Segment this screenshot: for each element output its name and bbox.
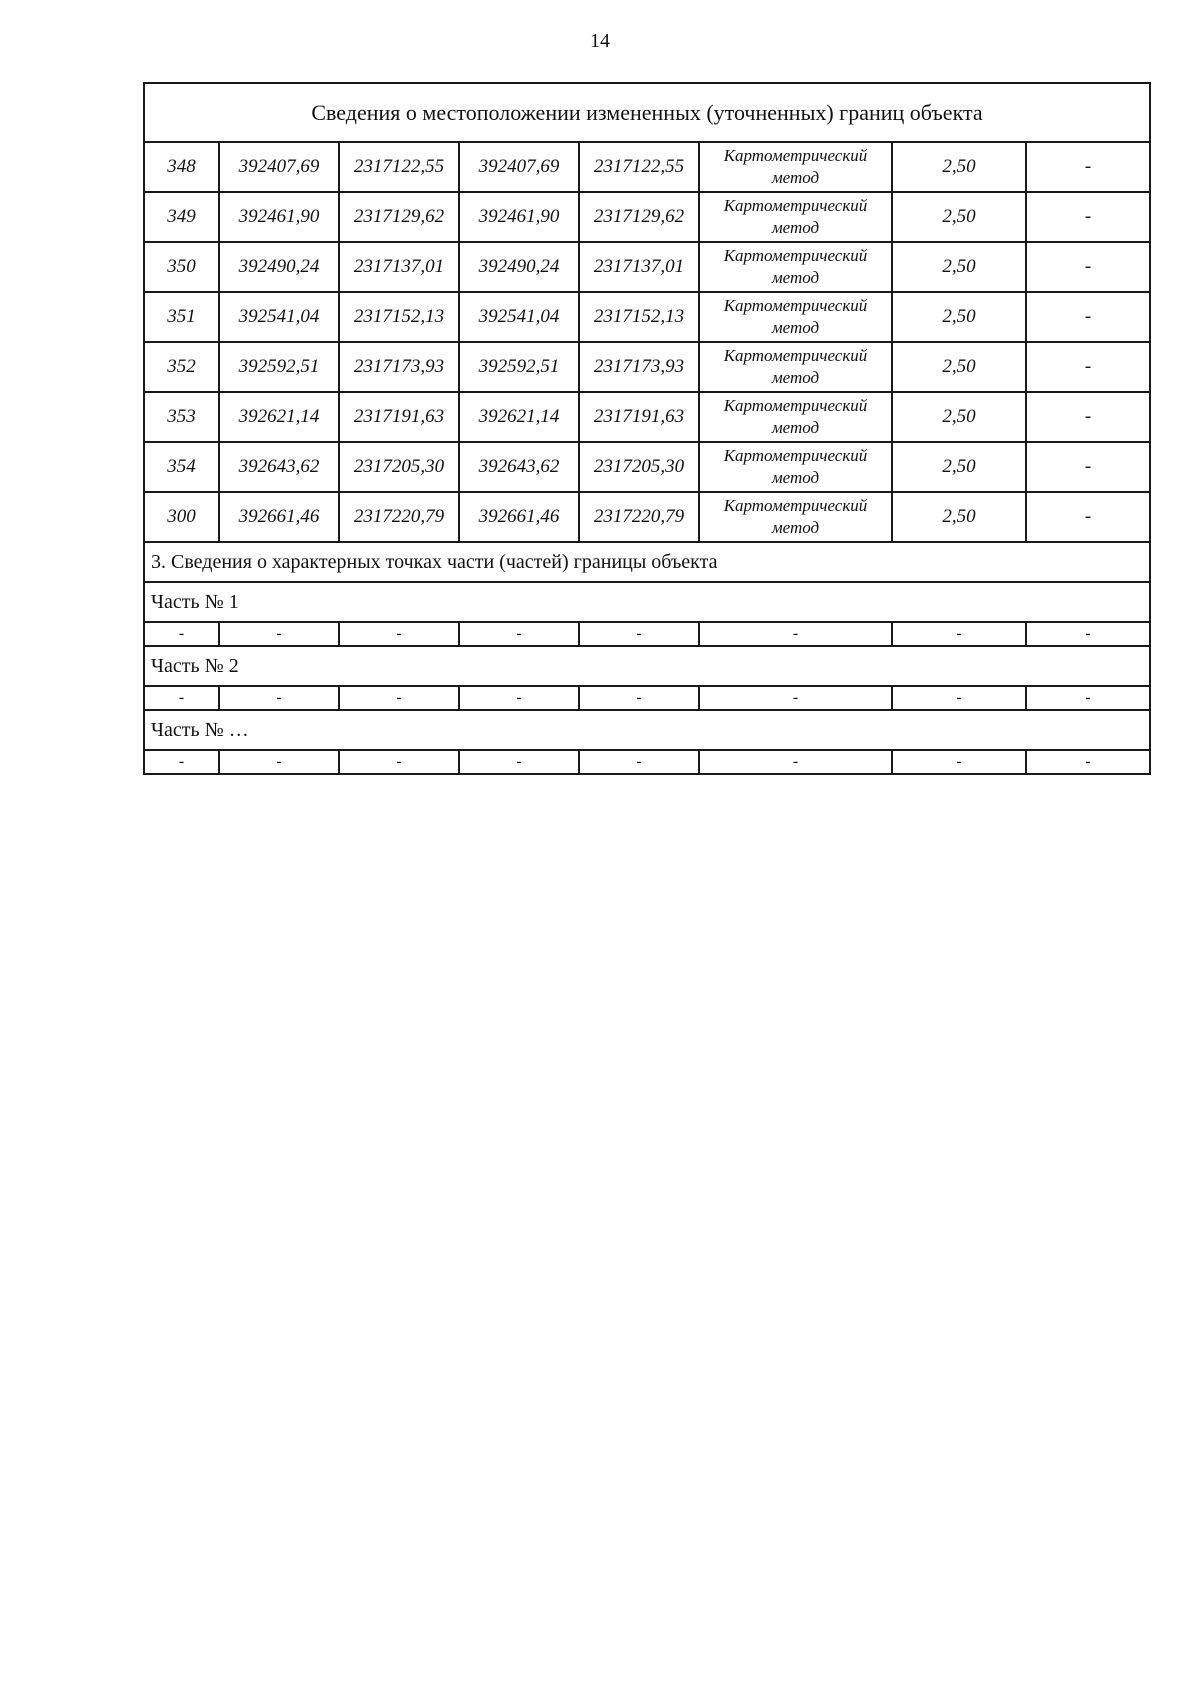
y-existing-cell: 2317137,01 xyxy=(339,242,459,292)
table-row xyxy=(144,142,1150,192)
method-label-suffix: метод xyxy=(771,368,820,387)
point-number-cell: 349 xyxy=(144,192,219,242)
table-row xyxy=(144,492,1150,542)
accuracy-cell: 2,50 xyxy=(892,292,1026,342)
empty-cell: - xyxy=(699,686,892,710)
y-new-cell: 2317122,55 xyxy=(579,142,699,192)
y-existing-cell: 2317122,55 xyxy=(339,142,459,192)
empty-cell: - xyxy=(339,750,459,774)
empty-cell: - xyxy=(144,622,219,646)
empty-cell: - xyxy=(144,686,219,710)
x-new-cell: 392621,14 xyxy=(459,392,579,442)
point-number-cell: 348 xyxy=(144,142,219,192)
point-number-cell: 352 xyxy=(144,342,219,392)
method-label-suffix: метод xyxy=(771,168,820,187)
note-cell: - xyxy=(1026,492,1150,542)
accuracy-cell: 2,50 xyxy=(892,142,1026,192)
point-number-cell: 350 xyxy=(144,242,219,292)
accuracy-cell: 2,50 xyxy=(892,242,1026,292)
empty-cell: - xyxy=(144,750,219,774)
x-existing-cell: 392592,51 xyxy=(219,342,339,392)
accuracy-cell: 2,50 xyxy=(892,342,1026,392)
table-row xyxy=(144,242,1150,292)
y-existing-cell: 2317129,62 xyxy=(339,192,459,242)
x-new-cell: 392592,51 xyxy=(459,342,579,392)
note-cell: - xyxy=(1026,292,1150,342)
empty-cell: - xyxy=(699,750,892,774)
x-existing-cell: 392461,90 xyxy=(219,192,339,242)
y-new-cell: 2317173,93 xyxy=(579,342,699,392)
method-cell xyxy=(699,192,892,242)
x-existing-cell: 392621,14 xyxy=(219,392,339,442)
empty-cell: - xyxy=(892,622,1026,646)
x-existing-cell: 392541,04 xyxy=(219,292,339,342)
y-new-cell: 2317220,79 xyxy=(579,492,699,542)
y-existing-cell: 2317152,13 xyxy=(339,292,459,342)
accuracy-cell: 2,50 xyxy=(892,192,1026,242)
method-label-suffix: метод xyxy=(771,218,820,237)
table-row xyxy=(144,392,1150,442)
point-number-cell: 353 xyxy=(144,392,219,442)
note-cell: - xyxy=(1026,342,1150,392)
accuracy-cell: 2,50 xyxy=(892,392,1026,442)
empty-cell: - xyxy=(219,686,339,710)
part-heading: Часть № 2 xyxy=(144,646,1150,686)
note-cell: - xyxy=(1026,142,1150,192)
method-label: Картометрический xyxy=(723,396,868,415)
note-cell: - xyxy=(1026,192,1150,242)
section-heading: 3. Сведения о характерных точках части (частей) границы объекта xyxy=(144,542,1150,582)
empty-cell: - xyxy=(219,750,339,774)
table-body xyxy=(144,83,1150,774)
method-cell xyxy=(699,342,892,392)
empty-cell: - xyxy=(892,686,1026,710)
y-new-cell: 2317129,62 xyxy=(579,192,699,242)
y-new-cell: 2317137,01 xyxy=(579,242,699,292)
empty-cell: - xyxy=(339,686,459,710)
boundary-coordinates-table xyxy=(143,82,1151,775)
x-existing-cell: 392407,69 xyxy=(219,142,339,192)
method-label: Картометрический xyxy=(723,446,868,465)
accuracy-cell: 2,50 xyxy=(892,492,1026,542)
point-number-cell: 300 xyxy=(144,492,219,542)
method-cell xyxy=(699,242,892,292)
method-label-suffix: метод xyxy=(771,318,820,337)
method-label-suffix: метод xyxy=(771,518,820,537)
method-label: Картометрический xyxy=(723,346,868,365)
empty-cell: - xyxy=(459,686,579,710)
table-row xyxy=(144,292,1150,342)
x-new-cell: 392490,24 xyxy=(459,242,579,292)
y-existing-cell: 2317220,79 xyxy=(339,492,459,542)
method-label-suffix: метод xyxy=(771,418,820,437)
y-new-cell: 2317191,63 xyxy=(579,392,699,442)
method-label: Картометрический xyxy=(723,296,868,315)
empty-cell: - xyxy=(579,622,699,646)
part-heading: Часть № … xyxy=(144,710,1150,750)
table-row xyxy=(144,442,1150,492)
empty-cell: - xyxy=(892,750,1026,774)
empty-cell: - xyxy=(579,750,699,774)
table-row xyxy=(144,192,1150,242)
method-label: Картометрический xyxy=(723,246,868,265)
point-number-cell: 351 xyxy=(144,292,219,342)
x-existing-cell: 392643,62 xyxy=(219,442,339,492)
empty-cell: - xyxy=(339,622,459,646)
empty-cell: - xyxy=(699,622,892,646)
table-row xyxy=(144,342,1150,392)
y-new-cell: 2317152,13 xyxy=(579,292,699,342)
empty-cell: - xyxy=(579,686,699,710)
note-cell: - xyxy=(1026,242,1150,292)
method-label-suffix: метод xyxy=(771,468,820,487)
y-new-cell: 2317205,30 xyxy=(579,442,699,492)
method-cell xyxy=(699,142,892,192)
method-cell xyxy=(699,492,892,542)
page-number: 14 xyxy=(590,30,610,52)
x-new-cell: 392541,04 xyxy=(459,292,579,342)
x-new-cell: 392461,90 xyxy=(459,192,579,242)
part-empty-row xyxy=(144,622,1150,646)
empty-cell: - xyxy=(459,750,579,774)
empty-cell: - xyxy=(1026,750,1150,774)
point-number-cell: 354 xyxy=(144,442,219,492)
y-existing-cell: 2317173,93 xyxy=(339,342,459,392)
empty-cell: - xyxy=(1026,686,1150,710)
part-empty-row xyxy=(144,750,1150,774)
x-new-cell: 392661,46 xyxy=(459,492,579,542)
x-new-cell: 392643,62 xyxy=(459,442,579,492)
method-label: Картометрический xyxy=(723,146,868,165)
x-new-cell: 392407,69 xyxy=(459,142,579,192)
x-existing-cell: 392661,46 xyxy=(219,492,339,542)
method-cell xyxy=(699,292,892,342)
method-label: Картометрический xyxy=(723,496,868,515)
y-existing-cell: 2317191,63 xyxy=(339,392,459,442)
accuracy-cell: 2,50 xyxy=(892,442,1026,492)
table-title: Сведения о местоположении измененных (уточненных) границ объекта xyxy=(144,83,1150,142)
empty-cell: - xyxy=(219,622,339,646)
method-label-suffix: метод xyxy=(771,268,820,287)
method-cell xyxy=(699,442,892,492)
note-cell: - xyxy=(1026,442,1150,492)
note-cell: - xyxy=(1026,392,1150,442)
empty-cell: - xyxy=(459,622,579,646)
method-label: Картометрический xyxy=(723,196,868,215)
x-existing-cell: 392490,24 xyxy=(219,242,339,292)
part-empty-row xyxy=(144,686,1150,710)
y-existing-cell: 2317205,30 xyxy=(339,442,459,492)
empty-cell: - xyxy=(1026,622,1150,646)
method-cell xyxy=(699,392,892,442)
part-heading: Часть № 1 xyxy=(144,582,1150,622)
